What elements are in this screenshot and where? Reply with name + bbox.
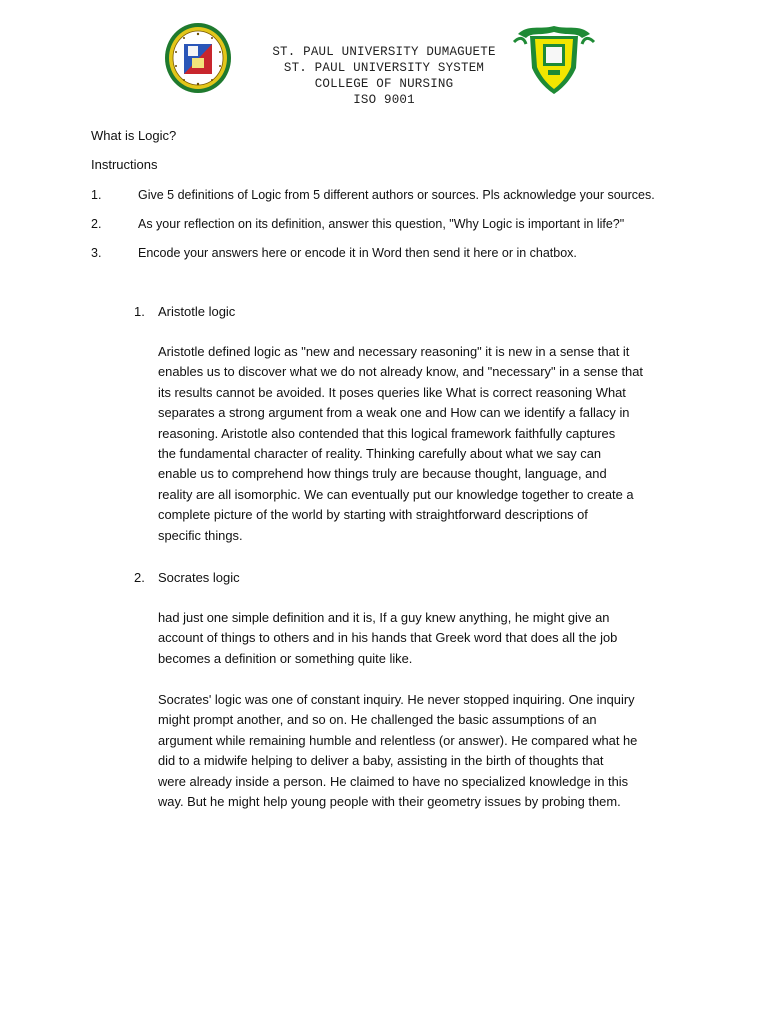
paragraph-line: its results cannot be avoided. It poses queries like What is correct reasoning What bbox=[158, 384, 626, 400]
paragraph-line: the fundamental character of reality. Thinking carefully about what we say can bbox=[158, 446, 602, 462]
paragraph-line: argument while remaining humble and relentless (or answer). He compared what he bbox=[158, 732, 638, 748]
paragraph-line: way. But he might help young people with their geometry issues by probing them. bbox=[158, 794, 621, 810]
institution-header bbox=[248, 44, 520, 108]
paragraph-line: enable us to comprehend how things truly are because thought, language, and bbox=[158, 466, 607, 482]
paragraph-line: reasoning. Aristotle also contended that this logical framework faithfully captures bbox=[158, 425, 616, 441]
university-seal-logo bbox=[164, 22, 232, 94]
answer-paragraph-socrates-1 bbox=[158, 608, 678, 669]
instruction-number: 2. bbox=[91, 217, 102, 231]
paragraph-line: Aristotle defined logic as "new and necessary reasoning" it is new in a sense that it bbox=[158, 344, 630, 359]
answer-label: Socrates logic bbox=[158, 570, 240, 585]
instruction-number: 1. bbox=[91, 188, 102, 202]
paragraph-line: had just one simple definition and it is, If a guy knew anything, he might give an bbox=[158, 610, 610, 625]
paragraph-line: might prompt another, and so on. He challenged the basic assumptions of an bbox=[158, 712, 597, 728]
paragraph-line: Socrates' logic was one of constant inquiry. He never stopped inquiring. One inquiry bbox=[158, 692, 635, 707]
paragraph-line: separates a strong argument from a weak one and How can we identify a fallacy in bbox=[158, 405, 630, 421]
answer-label: Aristotle logic bbox=[158, 304, 236, 319]
header-line-system: ST. PAUL UNIVERSITY SYSTEM bbox=[283, 61, 485, 75]
paragraph-line: reality are all isomorphic. We can eventually put our knowledge together to create a bbox=[158, 486, 634, 502]
paragraph-line: complete picture of the world by starting with straightforward descriptions of bbox=[158, 507, 588, 523]
paragraph-line: enables us to discover what we do not already know, and "necessary" in a sense that bbox=[158, 364, 643, 380]
answer-number: 2. bbox=[134, 570, 145, 585]
paragraph-line: account of things to others and in his hands that Greek word that does all the job bbox=[158, 630, 618, 646]
header-line-college: COLLEGE OF NURSING bbox=[314, 77, 454, 91]
header-line-iso: ISO 9001 bbox=[353, 93, 415, 107]
instruction-text: Encode your answers here or encode it in Word then send it here or in chatbox. bbox=[138, 246, 577, 260]
answer-paragraph-socrates-2 bbox=[158, 690, 678, 812]
answer-paragraph-aristotle bbox=[158, 342, 678, 546]
university-system-shield-logo bbox=[510, 22, 598, 96]
instruction-number: 3. bbox=[91, 246, 102, 260]
answer-number: 1. bbox=[134, 304, 145, 319]
header-line-university: ST. PAUL UNIVERSITY DUMAGUETE bbox=[272, 45, 496, 59]
paragraph-line: did to a midwife helping to deliver a baby, assisting in the birth of thoughts that bbox=[158, 753, 604, 769]
instruction-text: As your reflection on its definition, answer this question, "Why Logic is important in life?" bbox=[138, 217, 625, 231]
paragraph-line: were already inside a person. He claimed to have no specialized knowledge in this bbox=[158, 773, 629, 789]
paragraph-line: becomes a definition or something quite like. bbox=[158, 650, 413, 666]
instructions-label: Instructions bbox=[91, 157, 158, 172]
question-title: What is Logic? bbox=[91, 128, 177, 143]
paragraph-line: specific things. bbox=[158, 527, 243, 543]
instruction-text: Give 5 definitions of Logic from 5 different authors or sources. Pls acknowledge your sources. bbox=[138, 188, 655, 202]
